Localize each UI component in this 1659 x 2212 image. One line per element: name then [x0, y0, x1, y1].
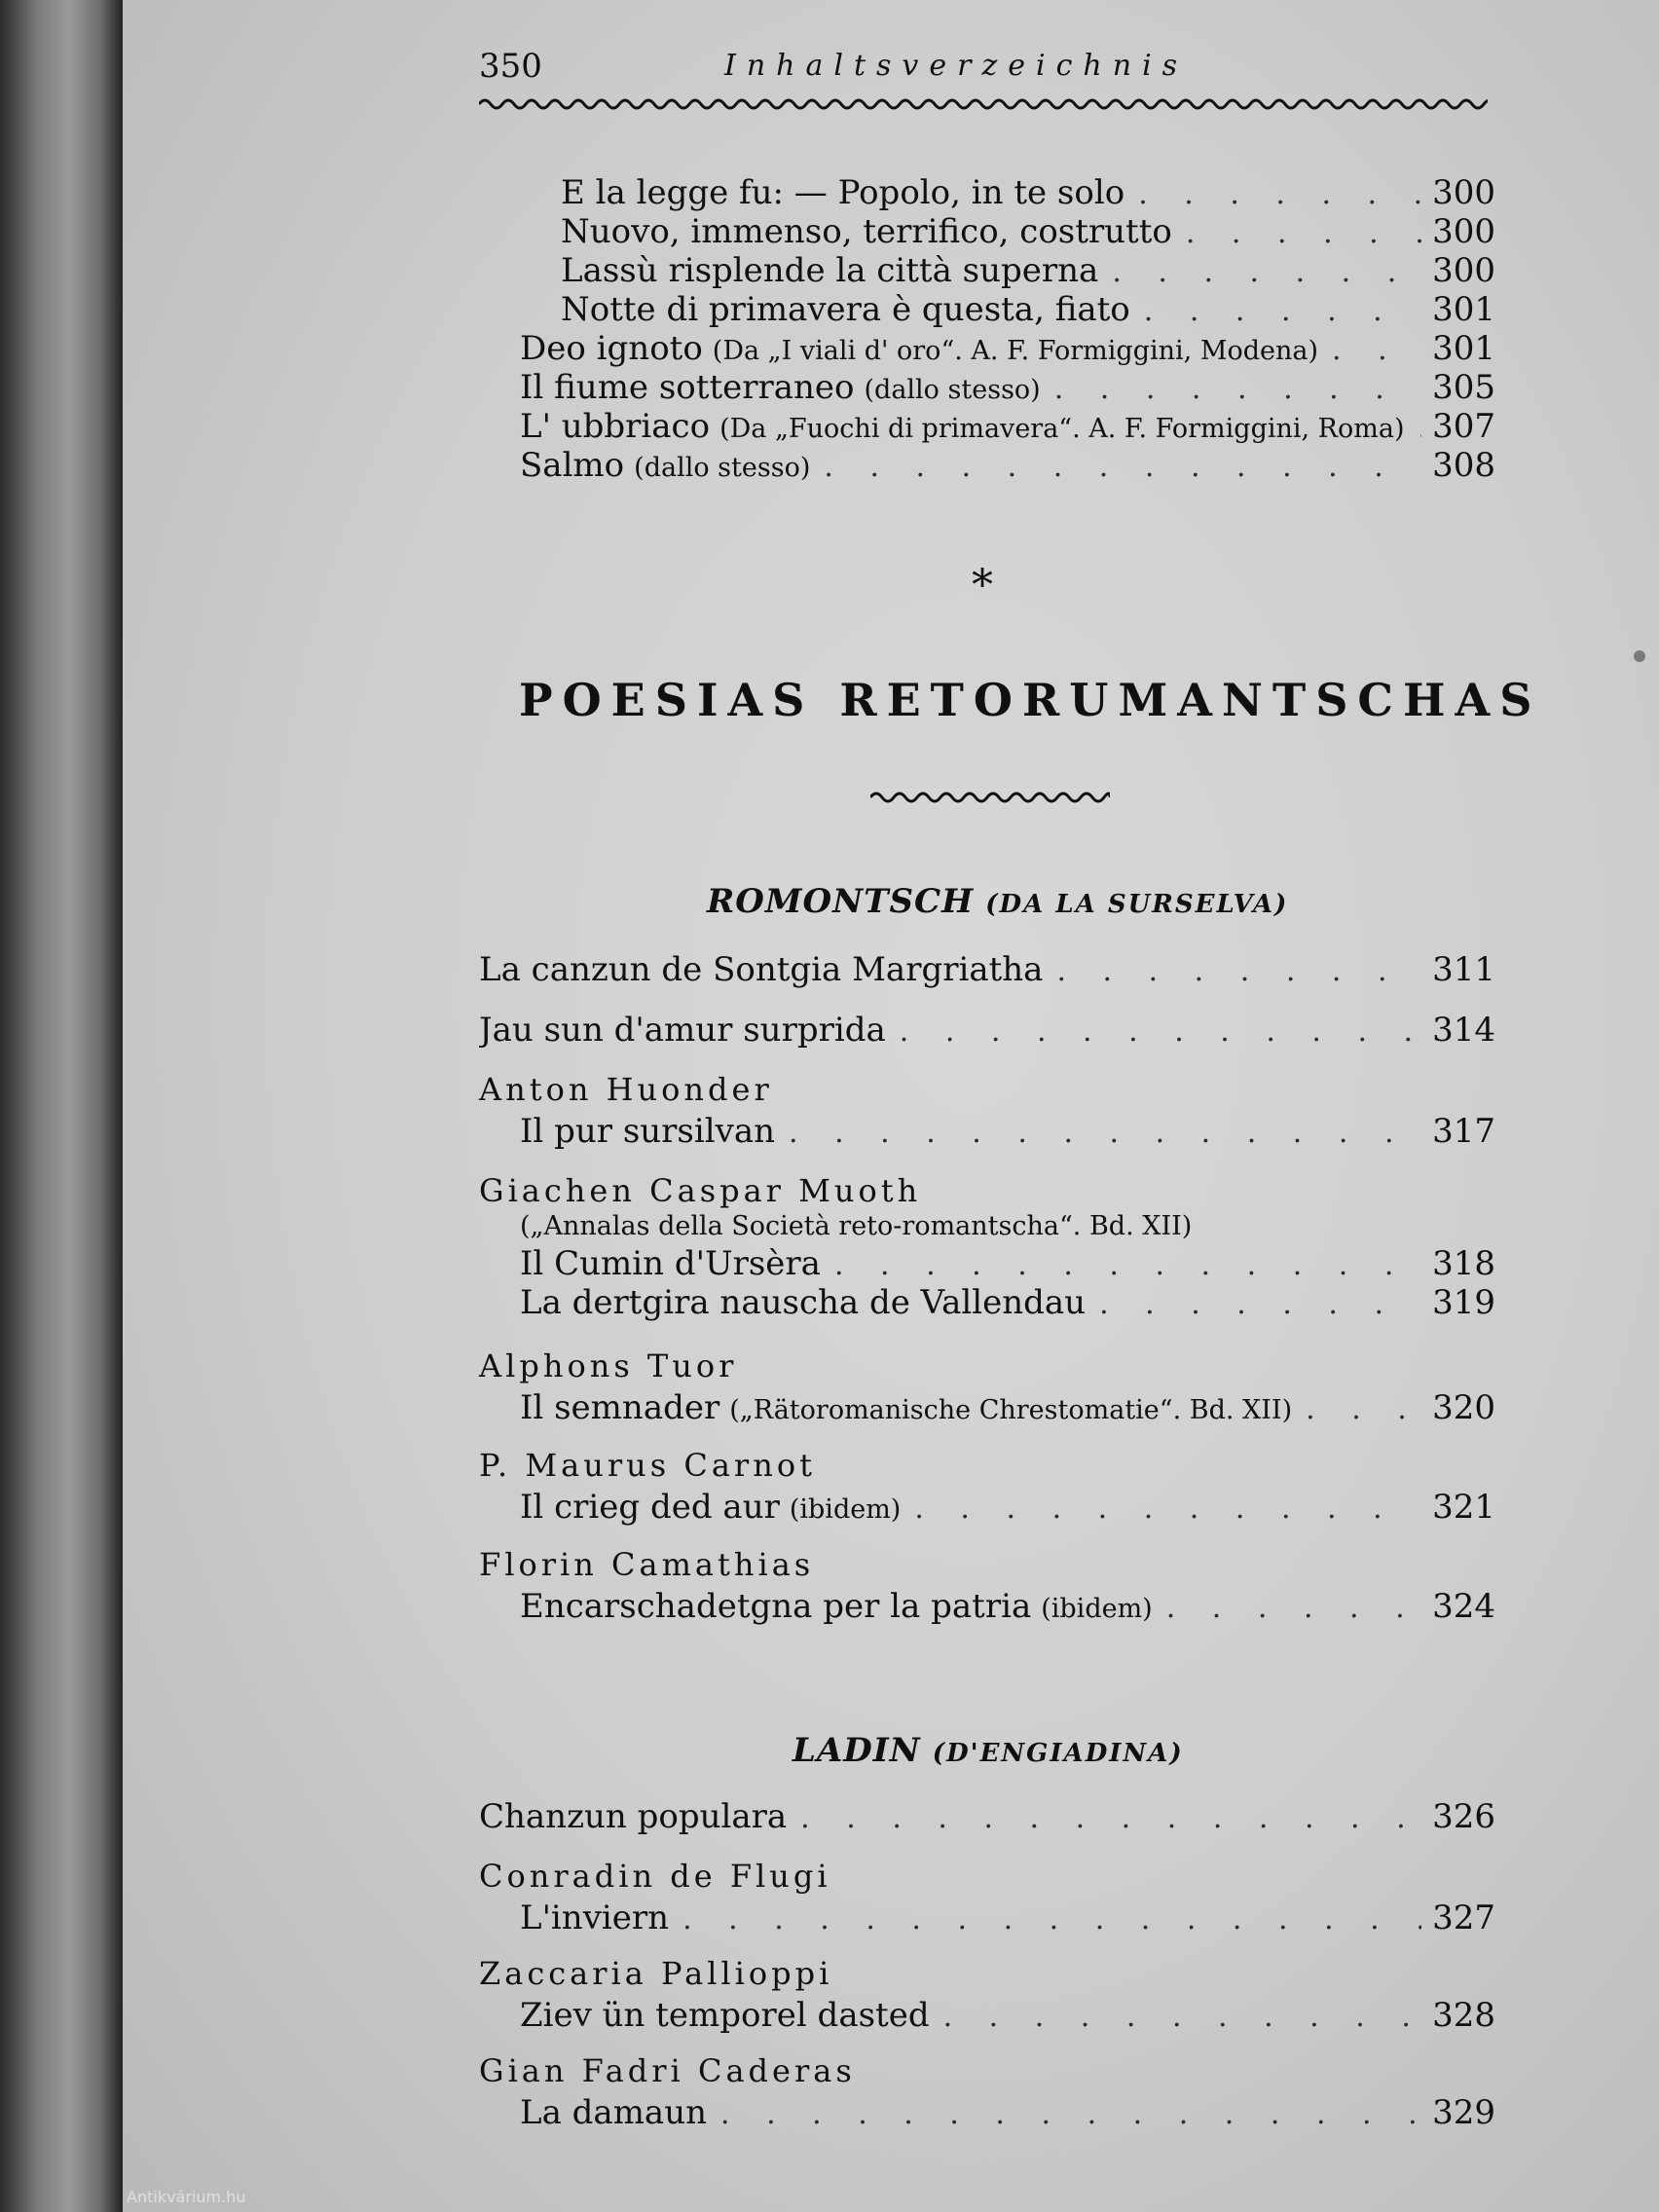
toc-entry: Nuovo, immenso, terrifico, costrutto . . . 300: [561, 212, 1495, 251]
author-name: Anton Huonder: [479, 1071, 773, 1108]
wavy-ornament: [870, 791, 1110, 804]
page-ref: 327: [1432, 1899, 1495, 1937]
ink-smudge: [1634, 650, 1645, 662]
page-ref: 317: [1432, 1112, 1495, 1151]
dot-leader: [1166, 1591, 1421, 1625]
page-ref: 328: [1432, 1996, 1495, 2035]
page-ref: 301: [1432, 290, 1495, 329]
dot-leader: [1054, 372, 1421, 406]
source-note: (ibidem): [1041, 1594, 1153, 1624]
page-ref: 329: [1432, 2093, 1495, 2132]
page-ref: 326: [1432, 1797, 1495, 1836]
toc-entry: Il crieg ded aur (ibidem) . . . 321: [520, 1488, 1495, 1527]
dot-leader: [1332, 333, 1421, 367]
page-ref: 318: [1432, 1244, 1495, 1283]
dot-leader: [682, 1902, 1421, 1936]
author-name: Conradin de Flugi: [479, 1858, 831, 1895]
toc-entry: Il fiume sotterraneo (dallo stesso) . . . 305: [520, 368, 1495, 407]
page-ref: 300: [1432, 251, 1495, 290]
dot-leader: [789, 1116, 1421, 1150]
dot-leader: [900, 1014, 1421, 1049]
subsection-heading-romontsch: ROMONTSCH (DA LA SURSELVA): [707, 882, 1289, 921]
wavy-rule: [479, 97, 1488, 111]
source-note: („Rätoromanische Chrestomatie“. Bd. XII): [729, 1395, 1293, 1425]
page-ref: 300: [1432, 212, 1495, 251]
page-ref: 308: [1432, 446, 1495, 485]
dot-leader: [1056, 954, 1421, 988]
toc-entry: Il semnader („Rätoromanische Chrestomatie“. Bd. XII) . . . 320: [520, 1388, 1495, 1427]
author-name: P. Maurus Carnot: [479, 1447, 816, 1484]
page-number: 350: [479, 47, 542, 86]
source-note: (ibidem): [789, 1494, 902, 1525]
page-ref: 324: [1432, 1587, 1495, 1626]
dot-leader: [800, 1801, 1421, 1835]
author-name: Zaccaria Pallioppi: [479, 1955, 833, 1992]
page-ref: 301: [1432, 329, 1495, 368]
author-name: Gian Fadri Caderas: [479, 2052, 856, 2089]
dot-leader: [914, 1492, 1421, 1526]
toc-entry: La dertgira nauscha de Vallendau . . . 319: [520, 1283, 1495, 1322]
dot-leader: [1138, 177, 1421, 211]
author-name: Florin Camathias: [479, 1546, 815, 1583]
toc-entry: Deo ignoto (Da „I viali d' oro“. A. F. Formiggini, Modena) . . . 301: [520, 329, 1495, 368]
toc-entry: L'inviern . . . 327: [520, 1899, 1495, 1937]
toc-entry: Notte di primavera è questa, fiato . . . 301: [561, 290, 1495, 329]
page-ref: 314: [1432, 1011, 1495, 1050]
source-note: („Annalas della Società reto-romantscha“. Bd. XII): [520, 1211, 1193, 1241]
toc-entry: La canzun de Sontgia Margriatha . . . 311: [479, 950, 1495, 989]
dot-leader: [1419, 411, 1422, 445]
dot-leader: [1144, 294, 1421, 328]
dot-leader: [943, 2000, 1421, 2034]
page-ref: 320: [1432, 1388, 1495, 1427]
watermark: Antikvárium.hu: [127, 2188, 246, 2206]
dot-leader: [1306, 1392, 1421, 1426]
dot-leader: [834, 1248, 1421, 1282]
author-name: Giachen Caspar Muoth: [479, 1172, 922, 1209]
page-ref: 305: [1432, 368, 1495, 407]
toc-entry: Lassù risplende la città superna . . . 300: [561, 251, 1495, 290]
source-note: (Da „I viali d' oro“. A. F. Formiggini, Modena): [712, 336, 1318, 366]
toc-entry: Il pur sursilvan . . . 317: [520, 1112, 1495, 1151]
toc-entry: L' ubbriaco (Da „Fuochi di primavera“. A. F. Formiggini, Roma) . . . 307: [520, 407, 1495, 446]
source-note: (dallo stesso): [864, 375, 1041, 405]
toc-entry: E la legge fu: — Popolo, in te solo . . . 300: [561, 173, 1495, 212]
toc-entry: Chanzun populara . . . 326: [479, 1797, 1495, 1836]
toc-entry: Jau sun d'amur surprida . . . 314: [479, 1011, 1495, 1050]
dot-leader: [720, 2097, 1421, 2131]
dot-leader: [1112, 255, 1421, 289]
toc-entry: Il Cumin d'Ursèra . . . 318: [520, 1244, 1495, 1283]
author-name: Alphons Tuor: [479, 1347, 738, 1384]
running-head: Inhaltsverzeichnis: [724, 49, 1189, 83]
book-spine-shadow: [0, 0, 125, 2212]
toc-entry: Ziev ün temporel dasted . . . 328: [520, 1996, 1495, 2035]
dot-leader: [1099, 1287, 1421, 1321]
section-title: POESIAS RETORUMANTSCHAS: [519, 674, 1542, 726]
page-header: [479, 47, 1488, 90]
subsection-heading-ladin: LADIN (D'ENGIADINA): [793, 1731, 1184, 1770]
page-ref: 300: [1432, 173, 1495, 212]
page-ref: 321: [1432, 1488, 1495, 1527]
toc-entry: Encarschadetgna per la patria (ibidem) . . . 324: [520, 1587, 1495, 1626]
dot-leader: [1186, 216, 1421, 250]
section-separator: *: [972, 561, 993, 610]
page-ref: 311: [1432, 950, 1495, 989]
source-note: (dallo stesso): [634, 453, 811, 483]
source-note: (Da „Fuochi di primavera“. A. F. Formiggini, Roma): [719, 414, 1405, 444]
page-ref: 307: [1432, 407, 1495, 446]
dot-leader: [824, 450, 1421, 484]
toc-entry: La damaun . . . 329: [520, 2093, 1495, 2132]
toc-entry: Salmo (dallo stesso) . . . 308: [520, 446, 1495, 485]
page-ref: 319: [1432, 1283, 1495, 1322]
